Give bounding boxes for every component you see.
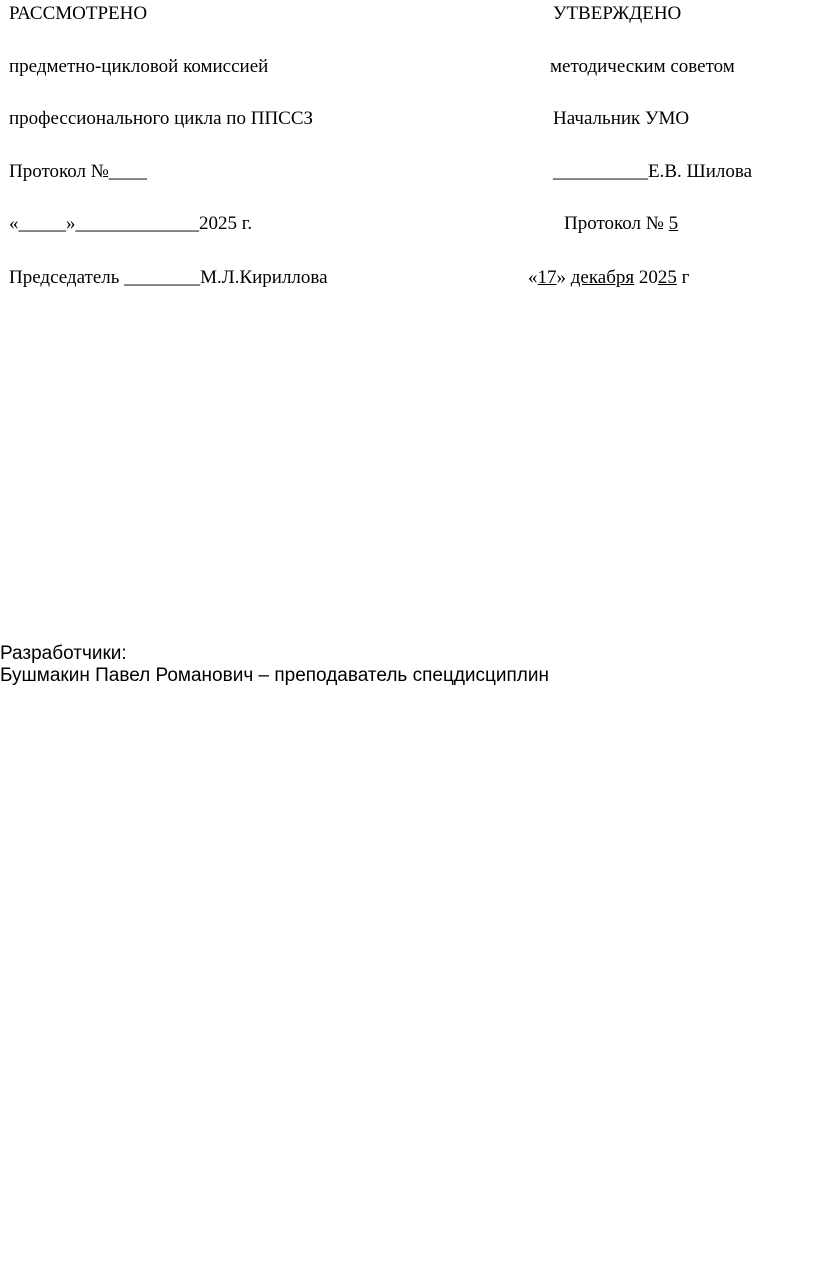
developers-line: Бушмакин Павел Романович – преподаватель спецдисциплин — [0, 665, 549, 686]
date-day: 17 — [537, 267, 557, 288]
date-month: декабря — [570, 267, 635, 288]
council-line: методическим советом — [550, 56, 735, 77]
left-protocol-line: Протокол №____ — [9, 161, 147, 182]
cycle-line: профессионального цикла по ППССЗ — [9, 108, 314, 129]
date-open-quote: « — [528, 267, 538, 288]
developers-label: Разработчики: — [0, 643, 127, 664]
chair-line: Председатель ________М.Л.Кириллова — [9, 267, 328, 288]
right-heading: УТВЕРЖДЕНО — [553, 3, 682, 24]
protocol-number: 5 — [668, 213, 679, 234]
date-year-suffix: 25 — [657, 267, 677, 288]
date-year-unit: г — [676, 267, 690, 288]
left-heading: РАССМОТРЕНО — [9, 3, 148, 24]
committee-line: предметно-цикловой комиссией — [9, 56, 269, 77]
date-year-prefix: 20 — [634, 267, 658, 288]
date-close-quote: » — [556, 267, 571, 288]
right-date-line — [528, 266, 689, 290]
right-protocol-line — [564, 212, 678, 236]
protocol-label: Протокол № — [564, 213, 669, 234]
signature-line: __________Е.В. Шилова — [553, 161, 752, 182]
left-date-line: «_____»_____________2025 г. — [9, 213, 253, 234]
position-line: Начальник УМО — [553, 108, 690, 129]
